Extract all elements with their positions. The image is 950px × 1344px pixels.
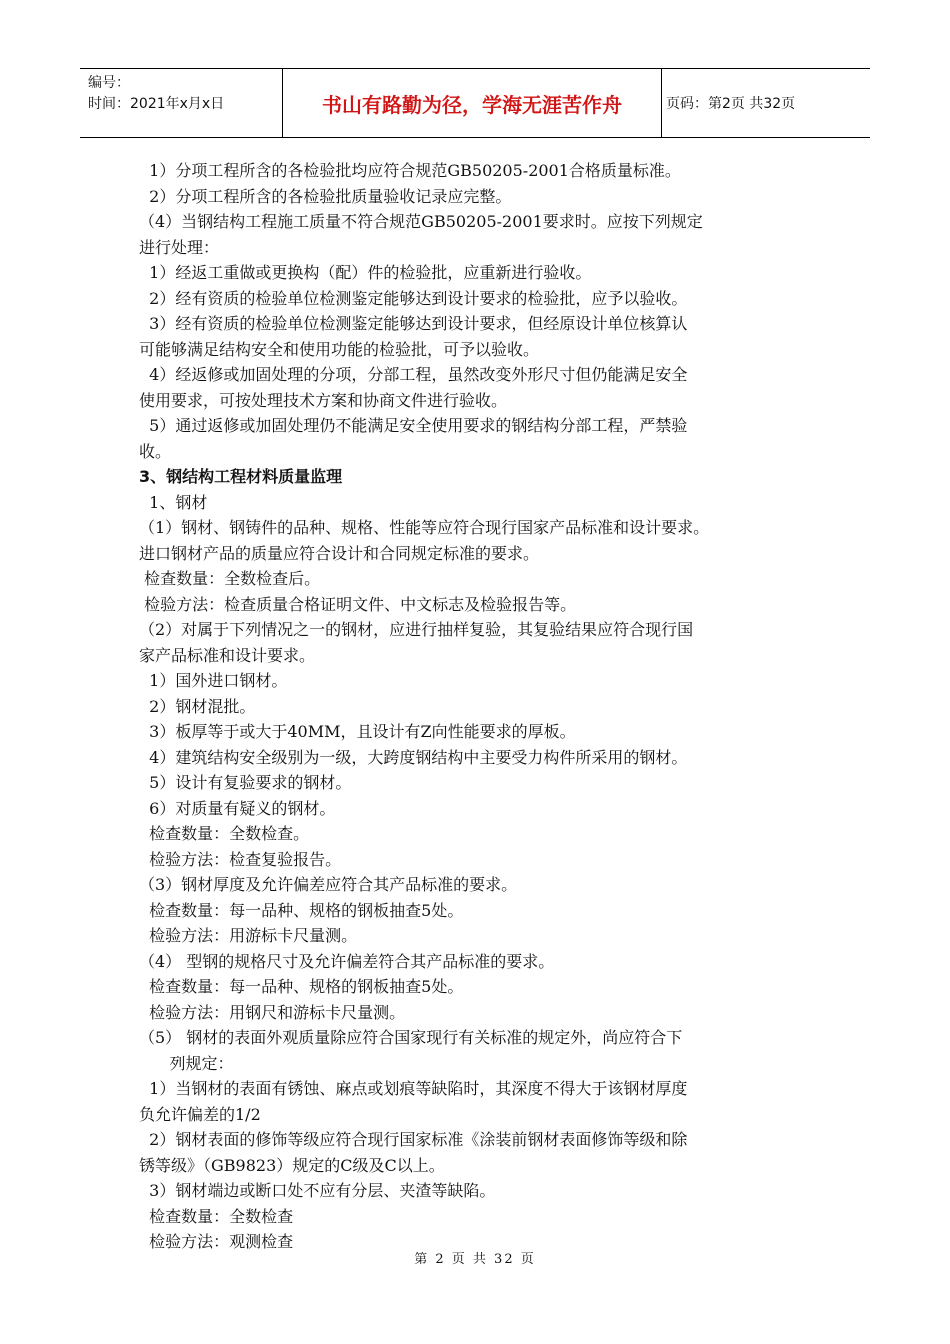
header-motto: 书山有路勤为径，学海无涯苦作舟 bbox=[282, 69, 662, 137]
body-text-line: 3）板厚等于或大于40MM，且设计有Z向性能要求的厚板。 bbox=[139, 722, 576, 741]
body-text-line: 检查数量：每一品种、规格的钢板抽查5处。 bbox=[139, 900, 464, 920]
body-text-line: 收。 bbox=[139, 441, 172, 461]
page-footer: 第 2 页 共 32 页 bbox=[414, 1252, 536, 1267]
body-text-line: 2）钢材混批。 bbox=[139, 696, 256, 716]
body-text-line: （2）对属于下列情况之一的钢材，应进行抽样复验，其复验结果应符合现行国 bbox=[139, 620, 694, 639]
header-page-info: 页码：第2页 共32页 bbox=[666, 96, 796, 112]
section-heading: 3、钢结构工程材料质量监理 bbox=[139, 467, 343, 486]
body-text-line: 6）对质量有疑义的钢材。 bbox=[139, 798, 336, 818]
body-text-line: 检验方法：用钢尺和游标卡尺量测。 bbox=[139, 1002, 406, 1022]
document-date: 时间：2021年x月x日 bbox=[88, 96, 225, 112]
body-text-line: 1）国外进口钢材。 bbox=[139, 671, 288, 690]
body-text-line: 3）经有资质的检验单位检测鉴定能够达到设计要求，但经原设计单位核算认 bbox=[139, 314, 688, 333]
body-text-line: 4）建筑结构安全级别为一级，大跨度钢结构中主要受力构件所采用的钢材。 bbox=[139, 747, 688, 767]
body-text-line: 5）通过返修或加固处理仍不能满足安全使用要求的钢结构分部工程，严禁验 bbox=[139, 416, 688, 435]
body-text-line: 检验方法：检查质量合格证明文件、中文标志及检验报告等。 bbox=[139, 594, 577, 614]
body-text-line: 1）经返工重做或更换构（配）件的检验批，应重新进行验收。 bbox=[139, 263, 592, 282]
body-text-line: 检查数量：全数检查 bbox=[139, 1206, 294, 1226]
body-text-line: 锈等级》（GB9823）规定的C级及C以上。 bbox=[139, 1155, 445, 1175]
body-text-line: 进行处理： bbox=[139, 237, 220, 257]
body-text-line: （5） 钢材的表面外观质量除应符合国家现行有关标准的规定外，尚应符合下 bbox=[139, 1028, 683, 1047]
body-text-line: 1）分项工程所含的各检验批均应符合规范GB50205-2001合格质量标准。 bbox=[139, 161, 681, 180]
body-text-line: 使用要求，可按处理技术方案和协商文件进行验收。 bbox=[139, 390, 508, 410]
body-text-line: 检查数量：每一品种、规格的钢板抽查5处。 bbox=[139, 977, 464, 996]
body-text-line: 1、钢材 bbox=[139, 492, 208, 512]
body-text-line: 家产品标准和设计要求。 bbox=[139, 645, 316, 665]
body-text-line: 2）分项工程所含的各检验批质量验收记录应完整。 bbox=[139, 186, 512, 206]
body-text-line: 3）钢材端边或断口处不应有分层、夹渣等缺陷。 bbox=[139, 1181, 496, 1200]
document-body bbox=[139, 158, 811, 1255]
body-text-line: 可能够满足结构安全和使用功能的检验批，可予以验收。 bbox=[139, 339, 540, 359]
body-text-line: 检验方法：检查复验报告。 bbox=[139, 849, 342, 869]
body-text-line: （4）当钢结构工程施工质量不符合规范GB50205-2001要求时。应按下列规定 bbox=[139, 212, 703, 231]
body-text-line: 4）经返修或加固处理的分项，分部工程，虽然改变外形尺寸但仍能满足安全 bbox=[139, 365, 688, 384]
body-text-line: 检验方法：观测检查 bbox=[139, 1232, 294, 1251]
body-text-line: 负允许偏差的1/2 bbox=[139, 1104, 261, 1124]
body-text-line: （3）钢材厚度及允许偏差应符合其产品标准的要求。 bbox=[139, 875, 518, 894]
body-text-line: 进口钢材产品的质量应符合设计和合同规定标准的要求。 bbox=[139, 543, 540, 563]
body-text-line: 检查数量：全数检查。 bbox=[139, 824, 310, 843]
body-text-line: （1）钢材、钢铸件的品种、规格、性能等应符合现行国家产品标准和设计要求。 bbox=[139, 518, 710, 537]
body-text-line: 检验方法：用游标卡尺量测。 bbox=[139, 926, 358, 945]
document-number-label: 编号： bbox=[88, 75, 130, 91]
body-text-line: 1）当钢材的表面有锈蚀、麻点或划痕等缺陷时，其深度不得大于该钢材厚度 bbox=[139, 1079, 688, 1098]
body-text-line: 检查数量：全数检查后。 bbox=[139, 569, 321, 588]
body-text-line: 2）钢材表面的修饰等级应符合现行国家标准《涂装前钢材表面修饰等级和除 bbox=[139, 1130, 688, 1149]
body-text-line: （4） 型钢的规格尺寸及允许偏差符合其产品标准的要求。 bbox=[139, 951, 555, 971]
body-text-line: 2）经有资质的检验单位检测鉴定能够达到设计要求的检验批，应予以验收。 bbox=[139, 288, 688, 308]
body-text-line: 列规定： bbox=[139, 1053, 234, 1073]
body-text-line: 5）设计有复验要求的钢材。 bbox=[139, 773, 352, 792]
page-header bbox=[80, 68, 870, 138]
header-meta bbox=[80, 69, 282, 137]
